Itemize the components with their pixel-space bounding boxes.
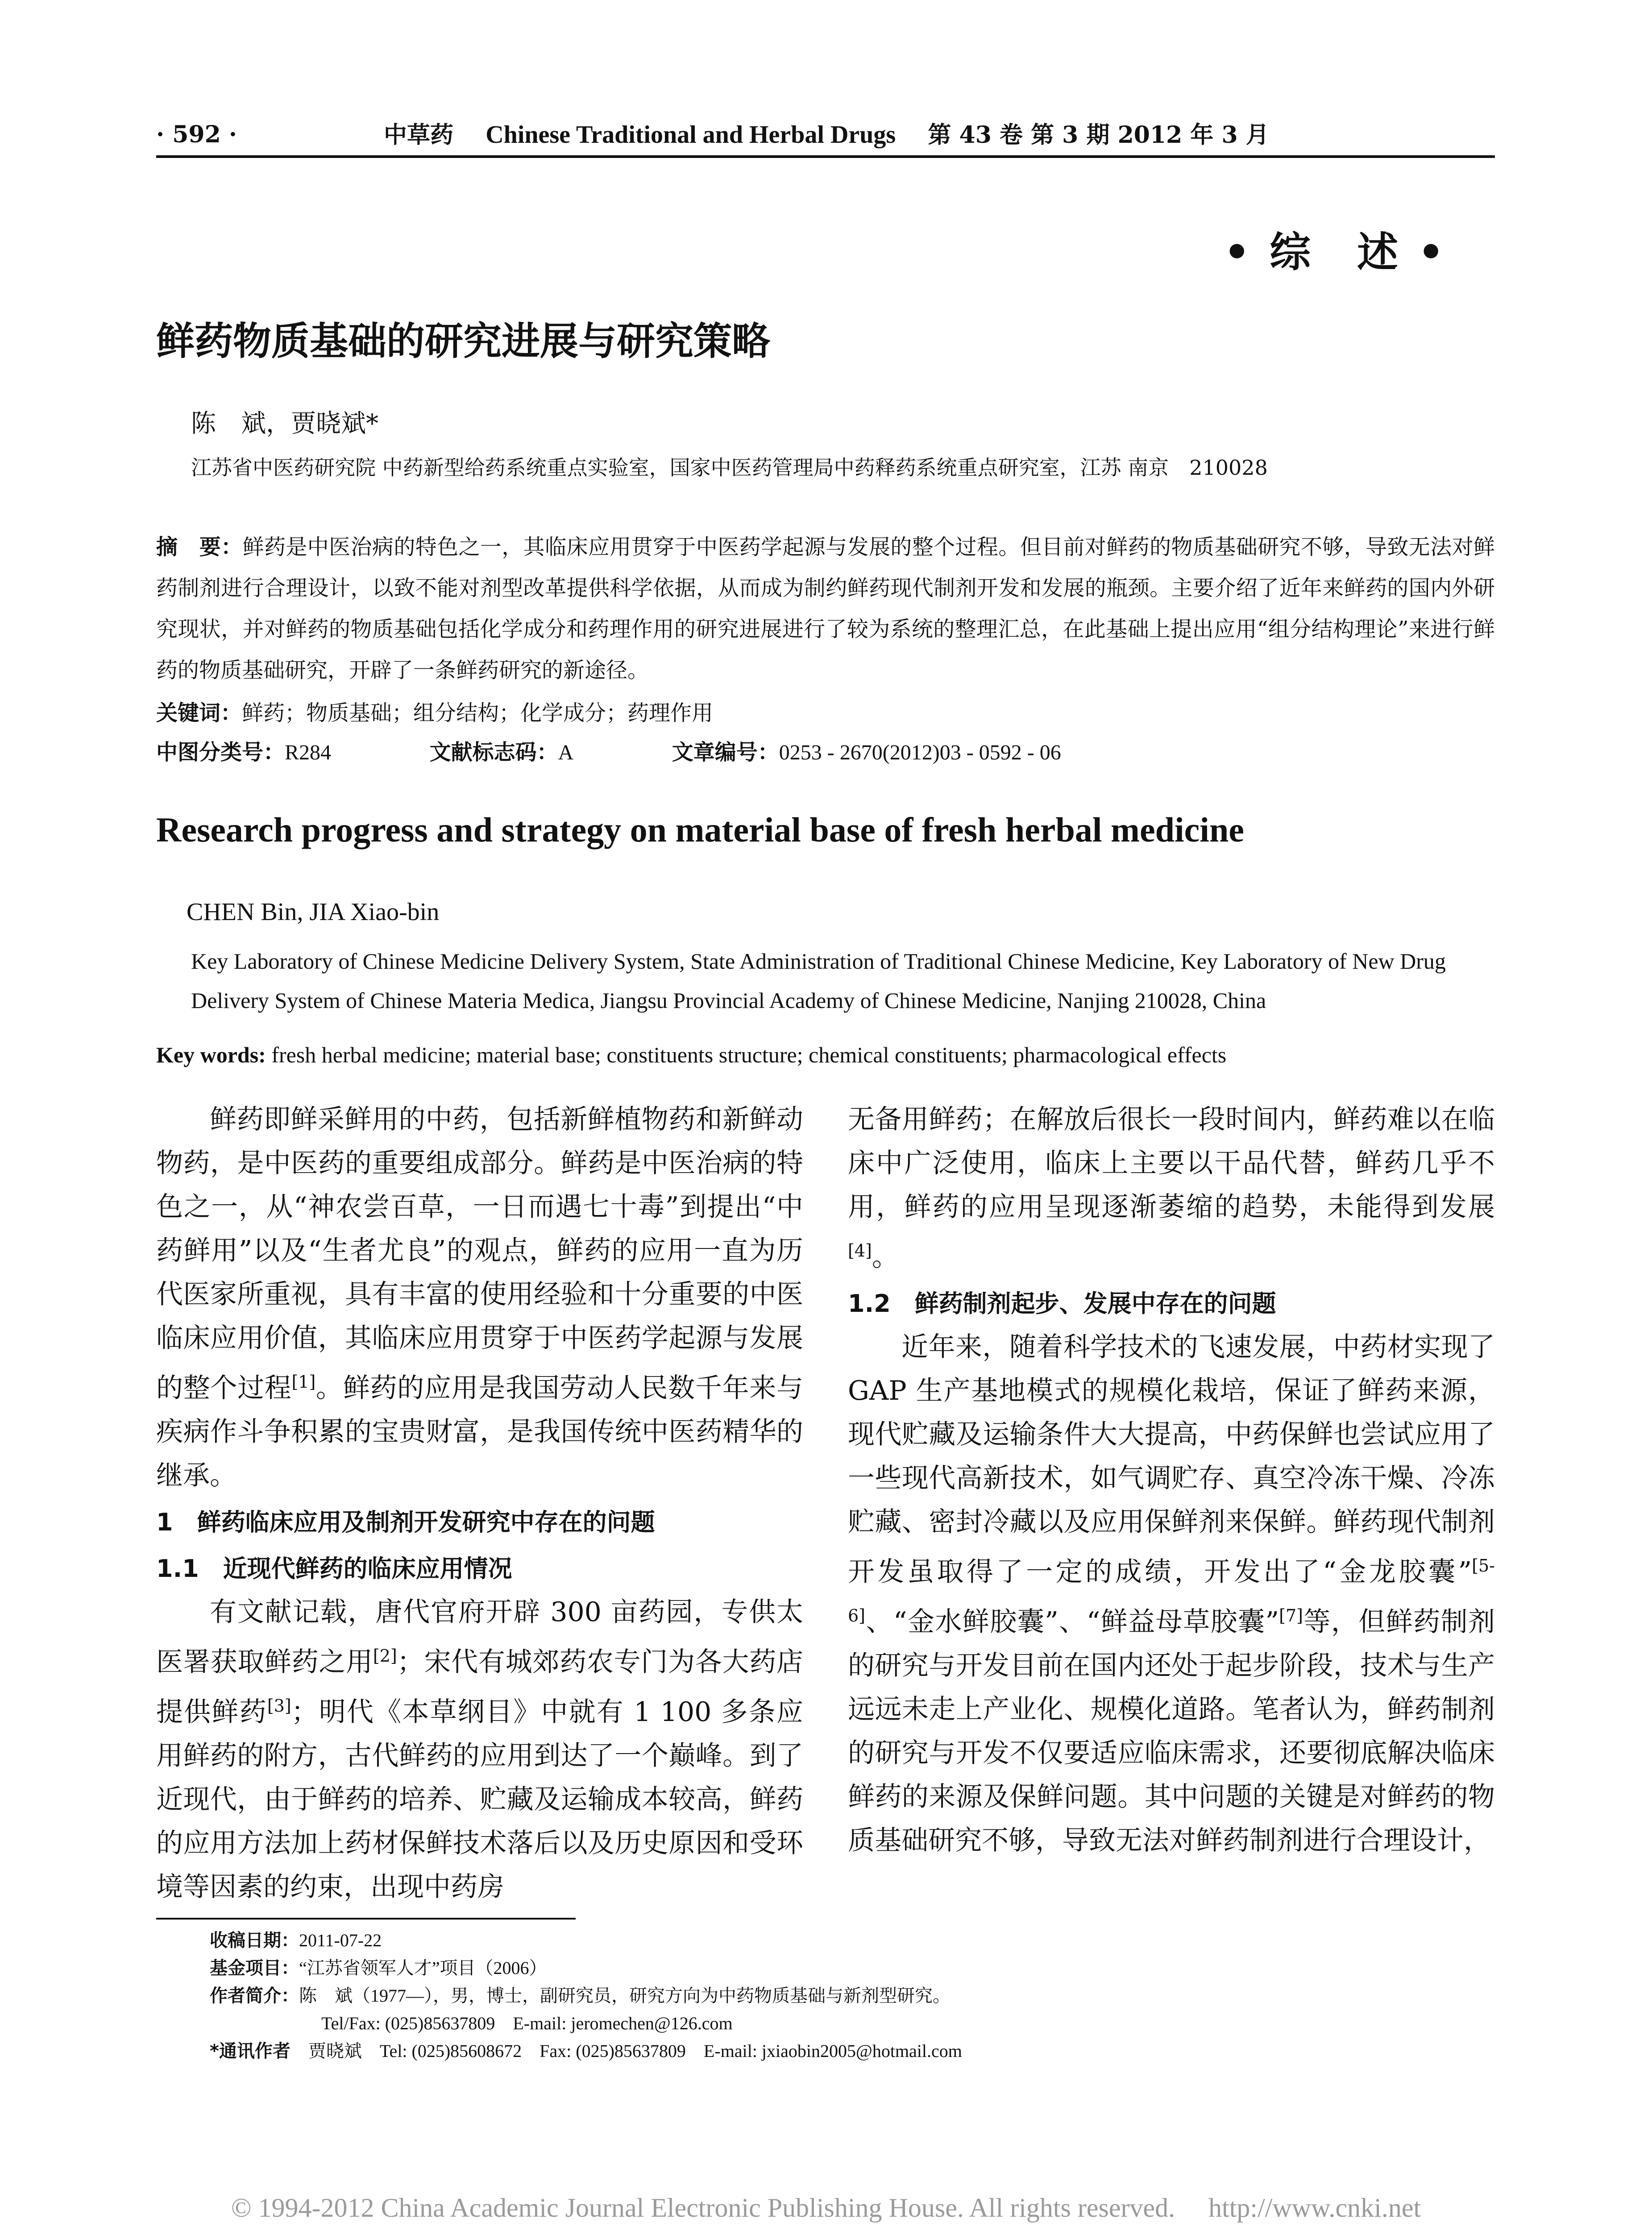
copyright-notice: © 1994-2012 China Academic Journal Electronic Publishing House. All rights reserved. http://www.cnki.net [231,2193,1421,2223]
keywords-en [156,1042,1226,1068]
keywords-cn [156,693,1495,734]
journal-name-en: Chinese Traditional and Herbal Drugs [486,121,896,149]
authors-cn: 陈 斌，贾晓斌* [191,409,378,438]
authors-en: CHEN Bin, JIA Xiao-bin [187,898,440,926]
body-paragraph: 近年来，随着科学技术的飞速发展，中药材实现了 GAP 生产基地模式的规模化栽培，保证了鲜药来源，现代贮藏及运输条件大大提高，中药保鲜也尝试应用了一些现代高新技术，如气调贮存、真空冷冻干燥、冷冻贮藏、密封冷藏以及应用保鲜剂来保鲜。鲜药现代制剂开发虽取得了一定的成绩，开发出了“金龙胶囊”[5-6]、“金水鲜胶囊”、“鲜益母草胶囊”[7]等，但鲜药制剂的研究与开发目前在国内还处于起步阶段，技术与生产远远未走上产业化、规模化道路。笔者认为，鲜药制剂的研究与开发不仅要适应临床需求，还要彻底解决临床鲜药的来源及保鲜问题。其中问题的关键是对鲜药的物质基础研究不够，导致无法对鲜药制剂进行合理设计， [848,1331,1495,1856]
footnote-rule [156,1918,576,1920]
author-bio-text: 陈 斌（1977—），男，博士，副研究员，研究方向为中药物质基础与新剂型研究。 [299,1986,951,2006]
keywords-cn-text: 鲜药；物质基础；组分结构；化学成分；药理作用 [242,701,714,726]
body-left-column [156,1098,803,1909]
abstract-text: 鲜药是中医治病的特色之一，其临床应用贯穿于中医药学起源与发展的整个过程。但目前对鲜药的物质基础研究不够，导致无法对鲜药制剂进行合理设计，以致不能对剂型改革提供科学依据，从而成为制约鲜药现代制剂开发和发展的瓶颈。主要介绍了近年来鲜药的国内外研究现状，并对鲜药的物质基础包括化学成分和药理作用的研究进展进行了较为系统的整理汇总，在此基础上提出应用“组分结构理论”来进行鲜药的物质基础研究，开辟了一条鲜药研究的新途径。 [156,535,1495,683]
keywords-cn-label: 关键词： [156,701,242,726]
author-contact: Tel/Fax: (025)85637809 E-mail: jeromechen@126.com [321,2013,733,2033]
received-date: 2011-07-22 [299,1930,382,1950]
citation: [4] [848,1241,872,1261]
citation: [7] [1279,1606,1303,1626]
footnotes [210,1927,962,2065]
citation: [1] [291,1372,316,1392]
citation: [3] [267,1696,291,1716]
corresponding-text: 贾晓斌 Tel: (025)85608672 Fax: (025)85637809 E-mail: jxiaobin2005@hotmail.com [308,2041,962,2061]
affiliation-en: Key Laboratory of Chinese Medicine Delivery System, State Administration of Traditional Chinese Medicine, Key Laboratory of New Drug Delivery System of Chinese Materia Medica, Jiangsu Provincial Academy of Chinese Medicine, Nanjing 210028, China [191,949,1446,1013]
title-cn: 鲜药物质基础的研究进展与研究策略 [156,319,770,364]
section-heading-1-1: 1.1 近现代鲜药的临床应用情况 [156,1555,512,1583]
section-heading-1-2: 1.2 鲜药制剂起步、发展中存在的问题 [848,1290,1276,1318]
journal-issue: 第 43 卷 第 3 期 2012 年 3 月 [928,121,1269,149]
corresponding-label: *通讯作者 [210,2041,291,2061]
body-paragraph: 有文献记载，唐代官府开辟 300 亩药园，专供太医署获取鲜药之用[2]；宋代有城郊药农专门为各大药店提供鲜药[3]；明代《本草纲目》中就有 1 100 多条应用鲜药的附方，古代鲜药的应用到达了一个巅峰。到了近现代，由于鲜药的培养、贮藏及运输成本较高，鲜药的应用方法加上药材保鲜技术落后以及历史原因和受环境等因素的约束，出现中药房 [156,1597,804,1903]
article-no-label: 文章编号： [672,740,779,765]
fund-label: 基金项目： [210,1958,299,1978]
author-bio-label: 作者简介： [210,1986,299,2006]
keywords-en-text: fresh herbal medicine; material base; constituents structure; chemical constituents; pharmacological effects [271,1042,1227,1067]
classification-line [156,732,1495,773]
citation: [2] [373,1646,397,1666]
clc-value: R284 [285,741,332,764]
keywords-en-label: Key words: [156,1042,266,1067]
article-no-value: 0253 - 2670(2012)03 - 0592 - 06 [779,741,1061,764]
journal-name-cn: 中草药 [384,122,454,149]
header-rule [156,155,1495,158]
doc-code-label: 文献标志码： [429,740,558,765]
body-right-column [848,1098,1495,1862]
citation: [5-6] [848,1556,1495,1626]
abstract-label: 摘 要： [156,535,243,560]
section-heading-1: 1 鲜药临床应用及制剂开发研究中存在的问题 [156,1508,655,1536]
section-tag: • 综 述 • [1224,228,1447,276]
body-paragraph: 鲜药即鲜采鲜用的中药，包括新鲜植物药和新鲜动物药，是中医药的重要组成部分。鲜药是中医治病的特色之一，从“神农尝百草，一日而遇七十毒”到提出“中药鲜用”以及“生者尤良”的观点，鲜药的应用一直为历代医家所重视，具有丰富的使用经验和十分重要的中医临床应用价值，其临床应用贯穿于中医药学起源与发展的整个过程[1]。鲜药的应用是我国劳动人民数千年来与疾病作斗争积累的宝贵财富，是我国传统中医药精华的继承。 [156,1104,803,1491]
journal-header [384,117,1269,153]
abstract-cn [156,527,1495,691]
affiliation-cn: 江苏省中医药研究院 中药新型给药系统重点实验室，国家中医药管理局中药释药系统重点研究室，江苏 南京 210028 [191,456,1268,480]
clc-label: 中图分类号： [156,740,285,765]
fund-text: “江苏省领军人才”项目（2006） [299,1958,547,1978]
doc-code-value: A [558,741,574,764]
received-label: 收稿日期： [210,1930,299,1951]
page-number: · 592 · [156,121,237,148]
title-en: Research progress and strategy on material base of fresh herbal medicine [156,810,1244,849]
body-paragraph: 无备用鲜药；在解放后很长一段时间内，鲜药难以在临床中广泛使用，临床上主要以干品代替，鲜药几乎不用，鲜药的应用呈现逐渐萎缩的趋势，未能得到发展[4]。 [848,1104,1495,1273]
